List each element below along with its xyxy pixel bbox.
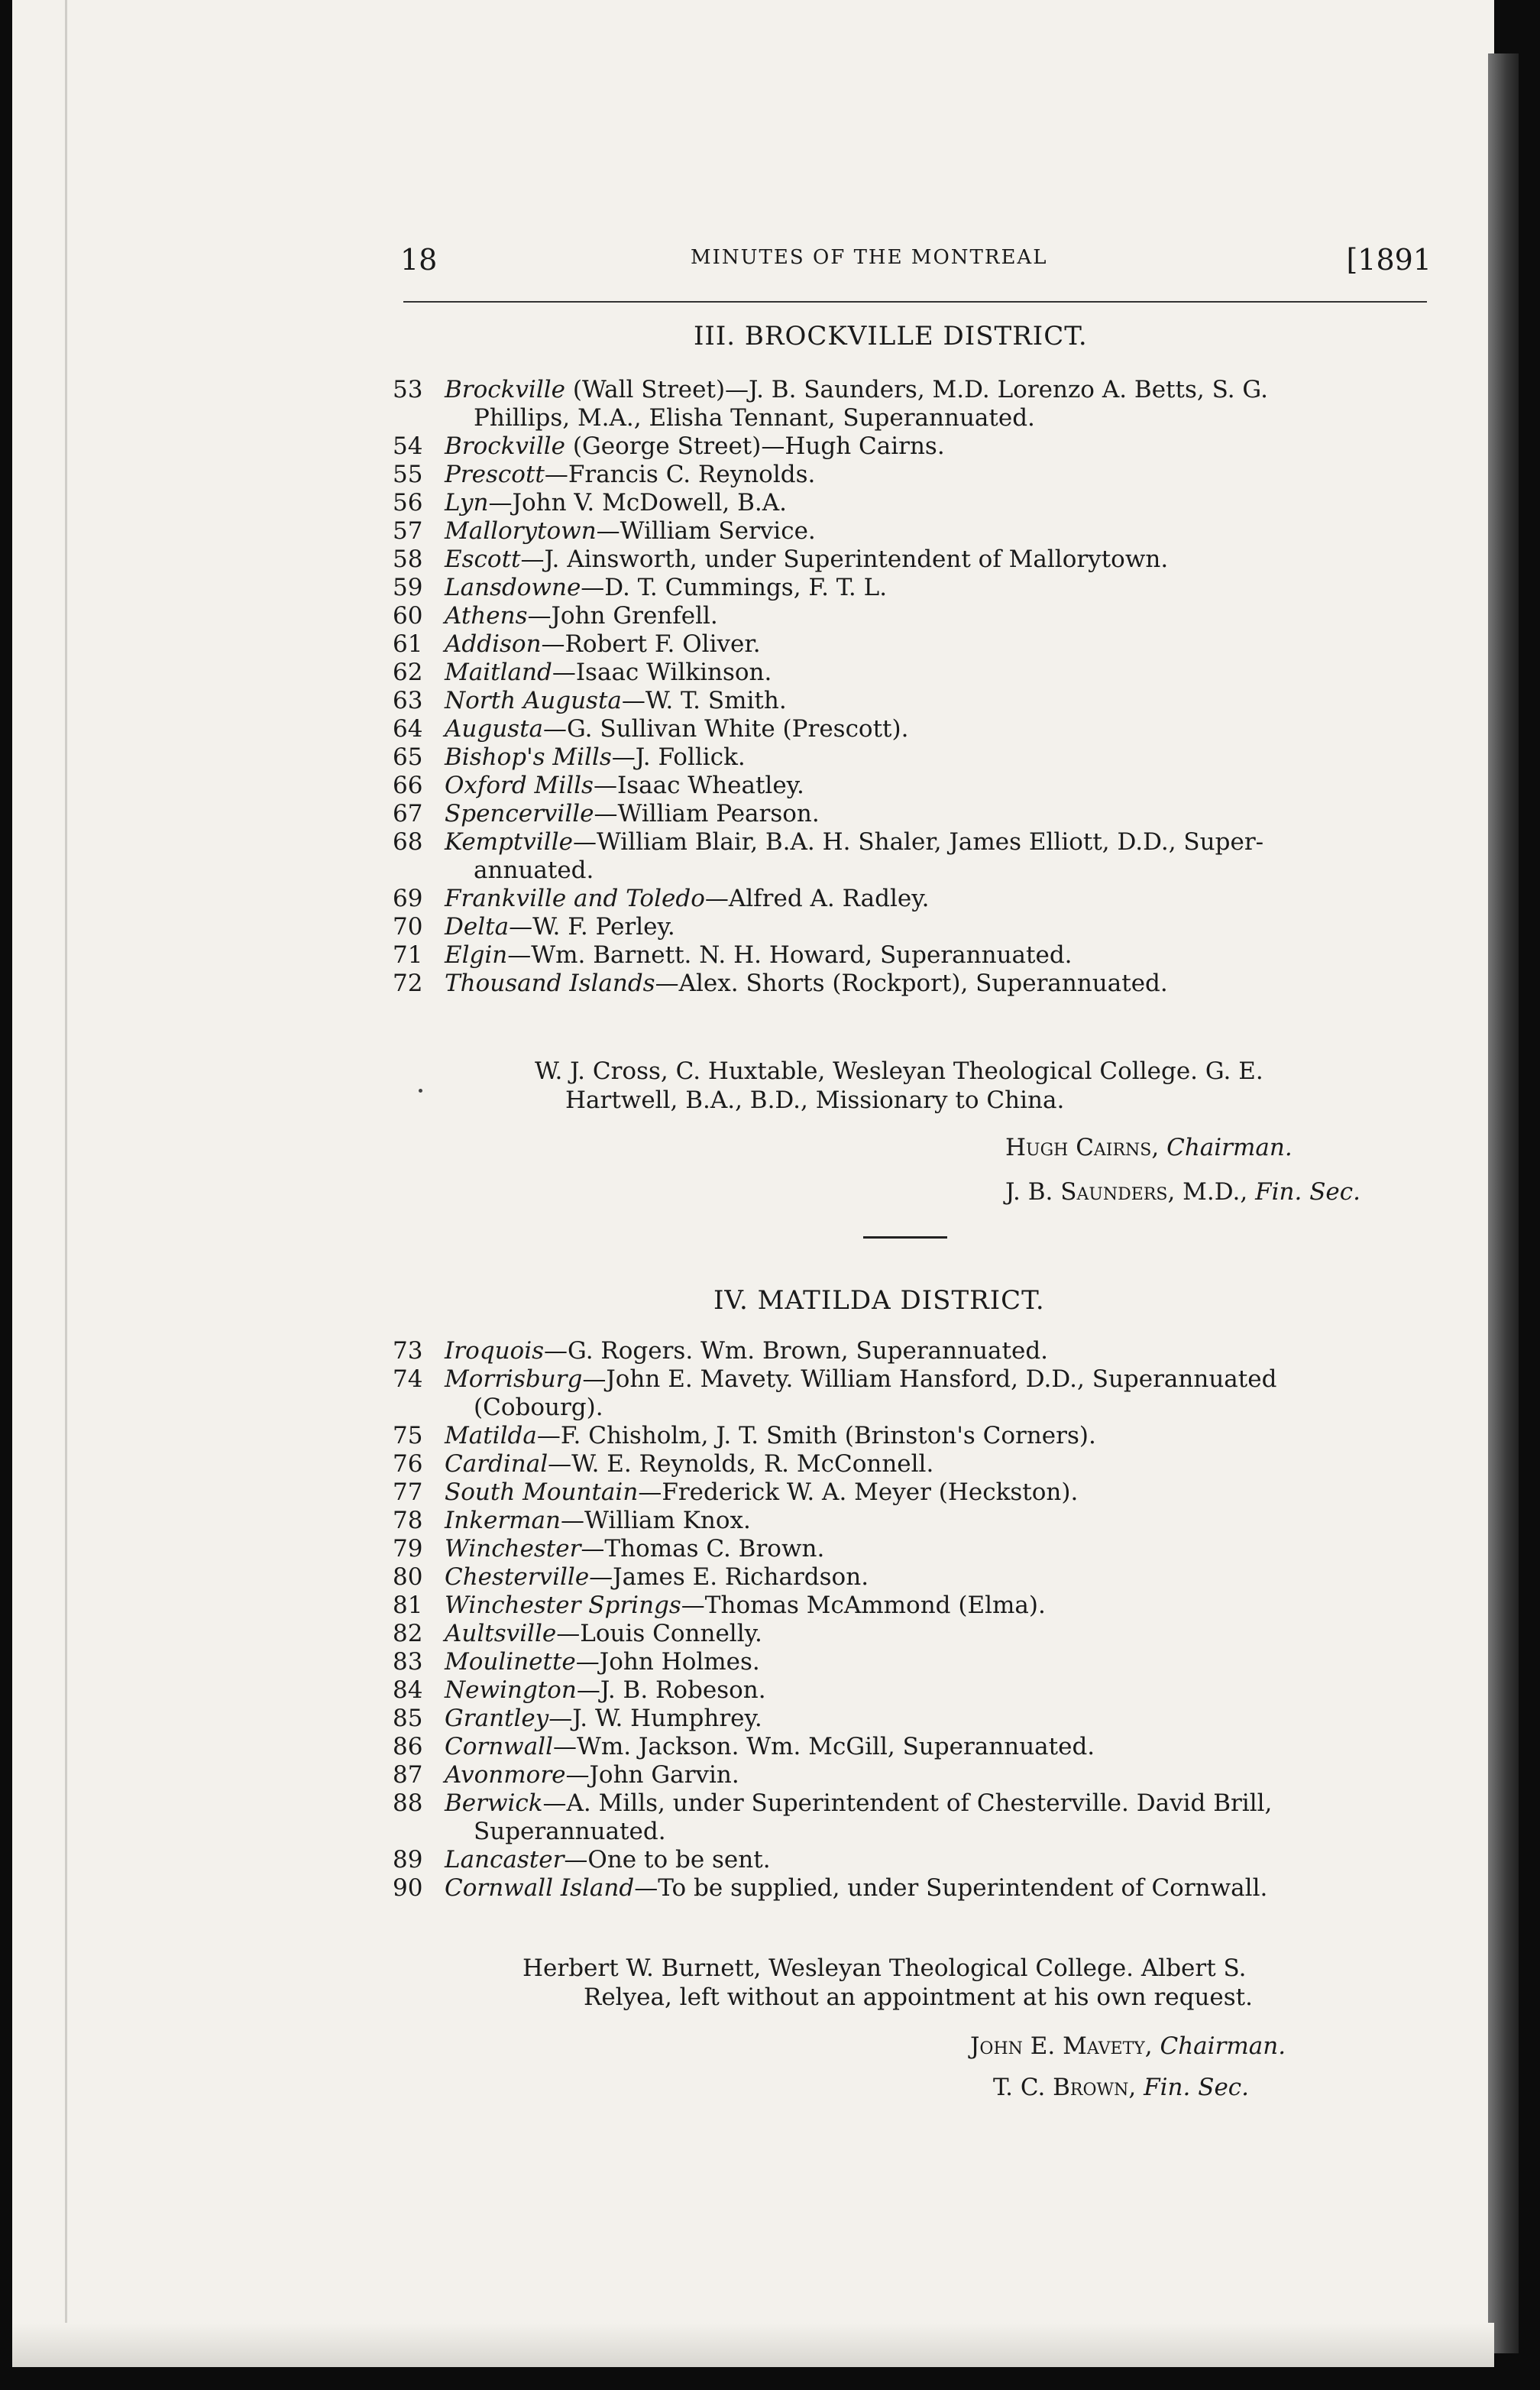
appointment-text: —J. Ainsworth, under Superintendent of Mallorytown. — [520, 546, 1169, 573]
appointment-entry — [0, 1676, 1451, 1705]
appointment-entry — [0, 687, 1451, 715]
signatory-role: Chairman. — [1160, 2032, 1286, 2060]
circuit-name: Delta — [445, 913, 510, 941]
margin-dot — [419, 1089, 422, 1093]
district-note-line: Hartwell, B.A., B.D., Missionary to China. — [565, 1087, 1065, 1114]
circuit-name: Cornwall — [445, 1733, 554, 1760]
signatory-suffix: , — [1128, 2074, 1144, 2101]
circuit-name: Maitland — [445, 659, 552, 686]
entry-text — [445, 1789, 1272, 1818]
entry-number: 71 — [393, 941, 423, 969]
appointment-entry-continuation — [0, 1394, 1451, 1422]
circuit-name: Avonmore — [445, 1761, 566, 1789]
signatory-suffix: , — [1144, 2032, 1160, 2060]
signatory-suffix: , M.D., — [1167, 1178, 1256, 1206]
appointment-entry — [0, 885, 1451, 913]
appointment-entry — [0, 517, 1451, 546]
entry-number: 81 — [393, 1592, 423, 1619]
appointment-entry — [0, 743, 1451, 772]
entry-number: 67 — [393, 800, 423, 827]
signatory-role: Fin. Sec. — [1144, 2074, 1250, 2101]
appointment-text: —Thomas McAmmond (Elma). — [681, 1592, 1046, 1619]
entry-text — [445, 1705, 762, 1733]
page-fold-line — [65, 0, 67, 2338]
appointment-text: —John V. McDowell, B.A. — [488, 489, 787, 517]
appointment-entry — [0, 574, 1451, 602]
circuit-name: Oxford Mills — [445, 772, 594, 799]
appointment-text: —John Grenfell. — [527, 602, 718, 630]
appointment-entry — [0, 828, 1451, 857]
appointment-entry — [0, 630, 1451, 659]
entry-text — [445, 630, 761, 659]
entry-number: 63 — [393, 687, 423, 714]
appointment-entry — [0, 941, 1451, 970]
entry-number: 85 — [393, 1705, 423, 1732]
entry-text — [445, 432, 945, 461]
appointment-entry — [0, 1365, 1451, 1394]
entry-text — [445, 1874, 1267, 1903]
entry-number: 86 — [393, 1733, 423, 1760]
entry-text — [445, 376, 1268, 404]
continuation-text: Superannuated. — [474, 1818, 666, 1845]
appointment-text: —G. Rogers. Wm. Brown, Superannuated. — [544, 1337, 1049, 1365]
entry-text — [445, 602, 718, 630]
entry-number: 58 — [393, 546, 423, 573]
appointment-text: —One to be sent. — [564, 1846, 771, 1873]
signatory-name: T. C. Brown — [993, 2074, 1129, 2101]
appointment-entry — [0, 1620, 1451, 1648]
entry-text — [445, 659, 772, 687]
district-title: IV. MATILDA DISTRICT. — [713, 1285, 1045, 1316]
entry-number: 60 — [393, 602, 423, 630]
circuit-name: North Augusta — [445, 687, 622, 714]
appointment-entry — [0, 1761, 1451, 1789]
page-edge-shadow — [1488, 53, 1519, 2353]
circuit-name: Brockville — [445, 376, 566, 403]
circuit-name: Cardinal — [445, 1450, 548, 1478]
circuit-name: South Mountain — [445, 1478, 639, 1506]
entry-text — [445, 687, 787, 715]
appointment-entry — [0, 546, 1451, 574]
entry-number: 56 — [393, 489, 423, 517]
appointment-text: —D. T. Cummings, F. T. L. — [581, 574, 888, 601]
district-note-line: Herbert W. Burnett, Wesleyan Theological College. Albert S. — [522, 1954, 1247, 1982]
entry-number: 79 — [393, 1535, 423, 1563]
appointment-text: —W. F. Perley. — [509, 913, 675, 941]
continuation-text: annuated. — [474, 857, 594, 884]
entry-text — [445, 1365, 1276, 1394]
appointment-text: —William Service. — [596, 517, 816, 545]
circuit-name: Iroquois — [445, 1337, 545, 1365]
circuit-name: Mallorytown — [445, 517, 597, 545]
appointment-text: —J. W. Humphrey. — [548, 1705, 762, 1732]
appointment-text: —Alex. Shorts (Rockport), Superannuated. — [655, 970, 1168, 997]
appointment-entry — [0, 1846, 1451, 1874]
section-divider — [863, 1236, 947, 1239]
entry-number: 70 — [393, 913, 423, 941]
entry-text — [445, 885, 930, 913]
entry-number: 83 — [393, 1648, 423, 1676]
appointment-entry — [0, 1535, 1451, 1563]
appointment-entry-continuation — [0, 1818, 1451, 1846]
signature-fin-sec — [1005, 1178, 1360, 1206]
running-title: MINUTES OF THE MONTREAL — [691, 246, 1048, 269]
circuit-name: Kemptville — [445, 828, 573, 856]
entry-text — [445, 574, 887, 602]
appointment-text: —James E. Richardson. — [589, 1563, 869, 1591]
signature-fin-sec — [993, 2074, 1249, 2101]
appointment-text: —Isaac Wheatley. — [593, 772, 804, 799]
circuit-name: Lancaster — [445, 1846, 565, 1873]
district-note-line: W. J. Cross, C. Huxtable, Wesleyan Theological College. G. E. — [535, 1057, 1263, 1085]
circuit-name: Winchester Springs — [445, 1592, 681, 1619]
entry-text — [445, 913, 675, 941]
continuation-text: Phillips, M.A., Elisha Tennant, Superannuated. — [474, 404, 1035, 432]
circuit-name: Addison — [445, 630, 542, 658]
entry-text — [445, 1648, 760, 1676]
entry-number: 80 — [393, 1563, 423, 1591]
appointment-entry — [0, 1592, 1451, 1620]
entry-text — [445, 1761, 739, 1789]
appointment-text: —W. T. Smith. — [621, 687, 787, 714]
appointment-text: —John E. Mavety. William Hansford, D.D., Superannuated — [582, 1365, 1277, 1393]
entry-number: 55 — [393, 461, 423, 488]
appointment-text: —Wm. Jackson. Wm. McGill, Superannuated. — [553, 1733, 1095, 1760]
entry-number: 74 — [393, 1365, 423, 1393]
circuit-name: Winchester — [445, 1535, 581, 1563]
circuit-name: Spencerville — [445, 800, 594, 827]
signature-chairman — [970, 2032, 1286, 2060]
signatory-role: Fin. Sec. — [1255, 1178, 1360, 1206]
appointment-text: —Thomas C. Brown. — [581, 1535, 825, 1563]
circuit-name: Matilda — [445, 1422, 537, 1449]
appointment-text: —J. B. Robeson. — [576, 1676, 766, 1704]
circuit-name: Berwick — [445, 1789, 543, 1817]
appointment-text: —To be supplied, under Superintendent of Cornwall. — [634, 1874, 1268, 1902]
entry-number: 87 — [393, 1761, 423, 1789]
appointment-entry — [0, 1337, 1451, 1365]
entry-number: 54 — [393, 432, 423, 460]
appointment-text: —Louis Connelly. — [556, 1620, 762, 1647]
entry-text — [445, 743, 746, 772]
entry-text — [445, 1676, 766, 1705]
entry-number: 61 — [393, 630, 423, 658]
entry-text — [445, 489, 787, 517]
entry-text — [445, 1450, 933, 1478]
appointment-entry — [0, 1422, 1451, 1450]
appointment-text: —William Knox. — [561, 1507, 751, 1534]
entry-number: 53 — [393, 376, 423, 403]
circuit-name: Cornwall Island — [445, 1874, 635, 1902]
appointment-entry — [0, 461, 1451, 489]
entry-text — [445, 828, 1263, 857]
entry-text — [445, 1422, 1096, 1450]
appointment-text: —Alfred A. Radley. — [704, 885, 930, 912]
entry-number: 64 — [393, 715, 423, 743]
appointment-entry — [0, 1563, 1451, 1592]
entry-text — [445, 970, 1168, 998]
entry-number: 59 — [393, 574, 423, 601]
circuit-name: Bishop's Mills — [445, 743, 612, 771]
signatory-name: Hugh Cairns — [1005, 1134, 1152, 1161]
entry-number: 88 — [393, 1789, 423, 1817]
entry-number: 57 — [393, 517, 423, 545]
appointment-entry-continuation — [0, 857, 1451, 885]
entry-number: 66 — [393, 772, 423, 799]
entry-text — [445, 1733, 1095, 1761]
circuit-name: Lansdowne — [445, 574, 581, 601]
circuit-name: Chesterville — [445, 1563, 590, 1591]
appointment-entry — [0, 970, 1451, 998]
appointment-entry — [0, 602, 1451, 630]
header-year: [1891 — [1346, 243, 1432, 277]
appointment-entry — [0, 1450, 1451, 1478]
entry-number: 78 — [393, 1507, 423, 1534]
page-bottom-shadow — [12, 2323, 1494, 2367]
appointment-text: —John Garvin. — [565, 1761, 739, 1789]
entry-text — [445, 800, 820, 828]
appointment-text: —Isaac Wilkinson. — [552, 659, 772, 686]
district-note-line: Relyea, left without an appointment at his own request. — [584, 1984, 1253, 2011]
entry-text — [445, 1846, 771, 1874]
entry-number: 72 — [393, 970, 423, 997]
circuit-name: Prescott — [445, 461, 545, 488]
entry-number: 82 — [393, 1620, 423, 1647]
appointment-text: —Robert F. Oliver. — [541, 630, 761, 658]
running-header — [400, 243, 1432, 281]
signatory-name: John E. Mavety — [970, 2032, 1145, 2060]
appointment-text: —A. Mills, under Superintendent of Chesterville. David Brill, — [542, 1789, 1273, 1817]
circuit-name: Grantley — [445, 1705, 549, 1732]
appointment-text: —W. E. Reynolds, R. McConnell. — [548, 1450, 934, 1478]
circuit-name: Brockville — [445, 432, 566, 460]
appointment-text: —John Holmes. — [575, 1648, 760, 1676]
circuit-name: Morrisburg — [445, 1365, 583, 1393]
appointment-entry — [0, 659, 1451, 687]
circuit-name: Newington — [445, 1676, 577, 1704]
entry-text — [445, 517, 816, 546]
appointment-entry — [0, 1648, 1451, 1676]
signature-chairman: Hugh Cairns, Chairman. — [1005, 1134, 1292, 1161]
entry-number: 75 — [393, 1422, 423, 1449]
appointment-entry — [0, 772, 1451, 800]
circuit-name: Thousand Islands — [445, 970, 655, 997]
appointment-entry — [0, 489, 1451, 517]
appointment-entry — [0, 1705, 1451, 1733]
appointment-text: —William Blair, B.A. H. Shaler, James Elliott, D.D., Super- — [572, 828, 1264, 856]
district-entries — [0, 376, 1451, 998]
entry-text — [445, 1337, 1048, 1365]
entry-text — [445, 1478, 1078, 1507]
entry-number: 73 — [393, 1337, 423, 1365]
circuit-name: Inkerman — [445, 1507, 561, 1534]
district-title: III. BROCKVILLE DISTRICT. — [694, 321, 1088, 351]
entry-number: 89 — [393, 1846, 423, 1873]
district-entries — [0, 1337, 1451, 1903]
appointment-entry — [0, 432, 1451, 461]
appointment-entry-continuation — [0, 404, 1451, 432]
circuit-name: Moulinette — [445, 1648, 576, 1676]
circuit-name: Aultsville — [445, 1620, 557, 1647]
entry-number: 65 — [393, 743, 423, 771]
appointment-entry — [0, 1507, 1451, 1535]
appointment-entry — [0, 1733, 1451, 1761]
entry-number: 90 — [393, 1874, 423, 1902]
entry-text — [445, 1592, 1046, 1620]
circuit-name: Lyn — [445, 489, 489, 517]
entry-text — [445, 1507, 751, 1535]
appointment-text: —J. Follick. — [611, 743, 746, 771]
appointment-text: (Wall Street)—J. B. Saunders, M.D. Lorenzo A. Betts, S. G. — [565, 376, 1268, 403]
appointment-text: (George Street)—Hugh Cairns. — [565, 432, 945, 460]
appointment-entry — [0, 376, 1451, 404]
appointment-entry — [0, 800, 1451, 828]
entry-number: 69 — [393, 885, 423, 912]
entry-text — [445, 1535, 824, 1563]
appointment-text: —F. Chisholm, J. T. Smith (Brinston's Corners). — [536, 1422, 1096, 1449]
signatory-role: Chairman. — [1166, 1134, 1292, 1161]
appointment-entry — [0, 1874, 1451, 1903]
appointment-text: —William Pearson. — [594, 800, 820, 827]
entry-text — [445, 1563, 869, 1592]
appointment-entry — [0, 913, 1451, 941]
circuit-name: Escott — [445, 546, 521, 573]
entry-text — [445, 461, 815, 489]
appointment-entry — [0, 1789, 1451, 1818]
entry-text — [445, 772, 804, 800]
appointment-entry — [0, 1478, 1451, 1507]
entry-number: 68 — [393, 828, 423, 856]
appointment-entry — [0, 715, 1451, 743]
signatory-name: J. B. Saunders — [1005, 1178, 1168, 1206]
appointment-text: —Francis C. Reynolds. — [544, 461, 816, 488]
entry-number: 76 — [393, 1450, 423, 1478]
appointment-text: —Frederick W. A. Meyer (Heckston). — [638, 1478, 1079, 1506]
circuit-name: Frankville and Toledo — [445, 885, 705, 912]
entry-text — [445, 1620, 762, 1648]
entry-text — [445, 941, 1072, 970]
circuit-name: Athens — [445, 602, 528, 630]
circuit-name: Augusta — [445, 715, 544, 743]
header-rule — [403, 301, 1427, 303]
appointment-text: —Wm. Barnett. N. H. Howard, Superannuated. — [507, 941, 1072, 969]
entry-number: 77 — [393, 1478, 423, 1506]
page-number: 18 — [400, 243, 438, 277]
continuation-text: (Cobourg). — [474, 1394, 603, 1421]
entry-number: 84 — [393, 1676, 423, 1704]
circuit-name: Elgin — [445, 941, 508, 969]
entry-text — [445, 546, 1168, 574]
appointment-text: —G. Sullivan White (Prescott). — [543, 715, 909, 743]
entry-number: 62 — [393, 659, 423, 686]
entry-text — [445, 715, 908, 743]
